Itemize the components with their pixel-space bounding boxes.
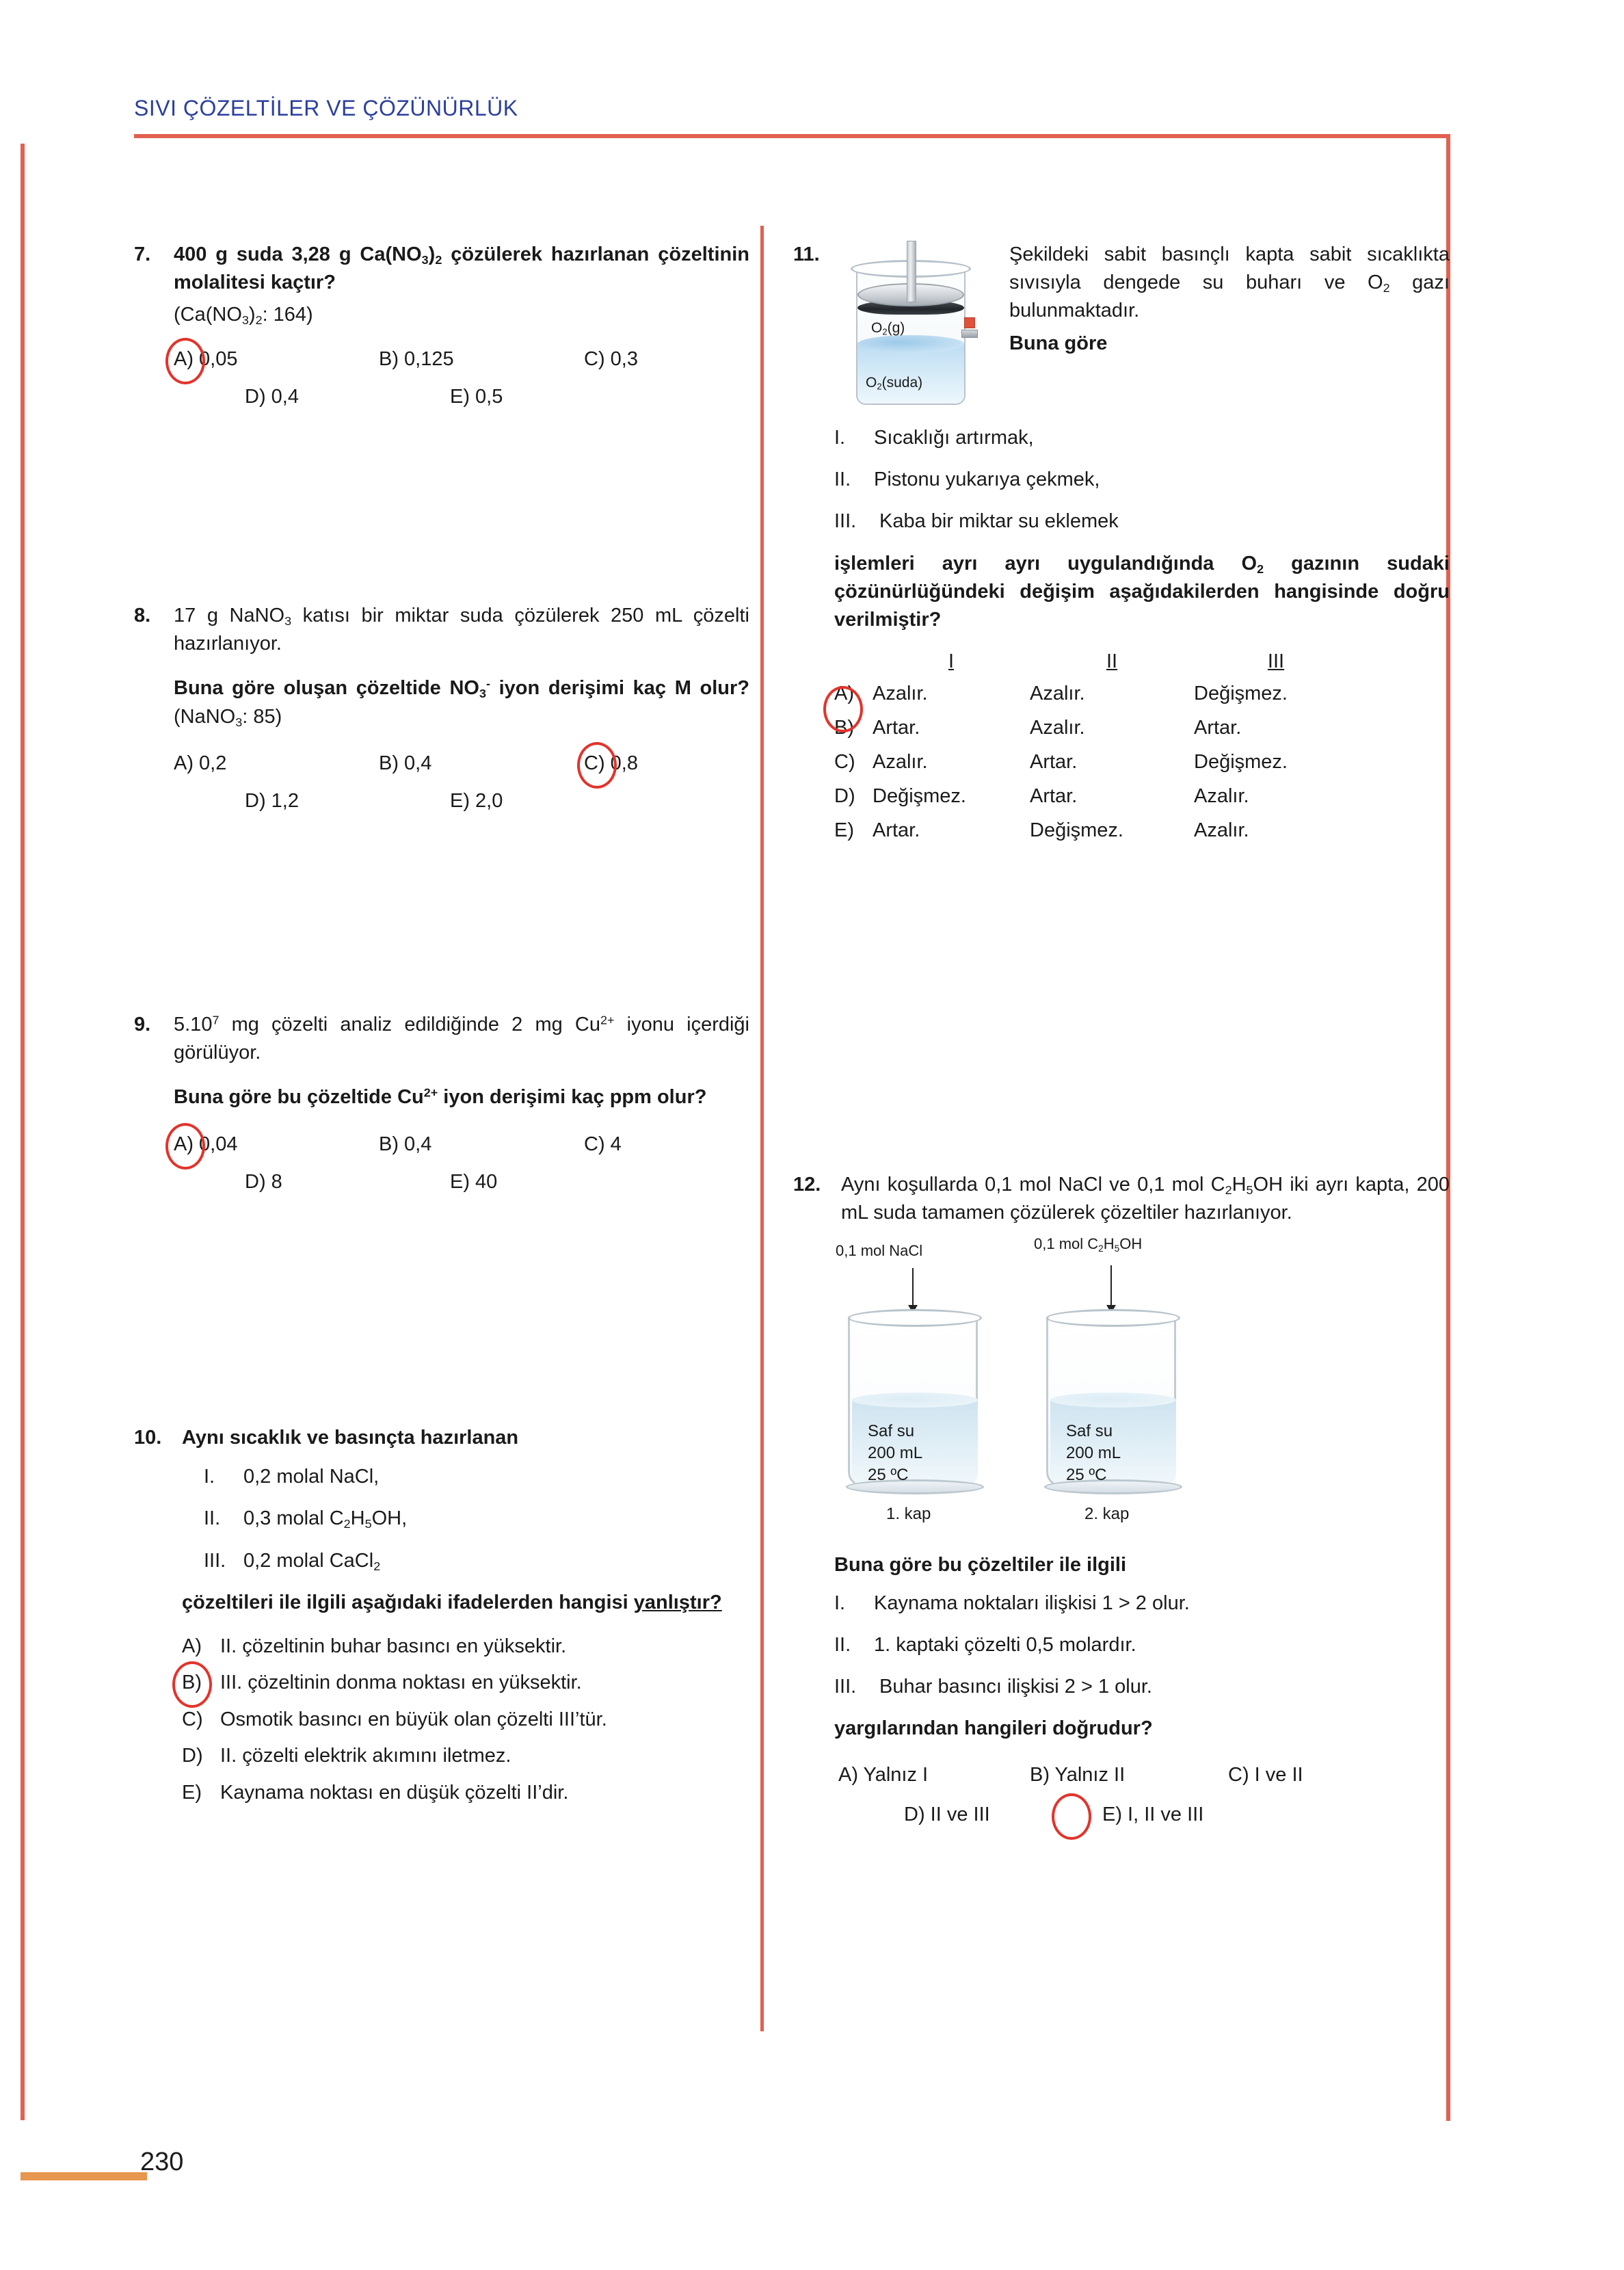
q9-stem-part1: 5.10 [174,1014,213,1035]
question-9-options [174,1130,749,1198]
q9-prompt-part2: iyon derişimi kaç ppm olur? [438,1086,707,1109]
question-9-prompt [174,1083,749,1111]
question-10-prompt [182,1589,749,1617]
q8-prompt-sup: - [485,677,490,691]
beaker-1-line-3: 25 ºC [868,1465,909,1484]
q10-item-2-label: II. [204,1507,221,1530]
q12-option-a[interactable]: A) Yalnız I [838,1764,929,1786]
q11-option-b-col3: Artar. [1194,717,1242,739]
q11-item-1 [834,424,1450,452]
beaker-2-line-1: Saf su [1066,1422,1113,1441]
q11-item-2 [834,466,1450,494]
question-12-options [793,1760,1450,1830]
q10-prompt-underlined: yanlıştır? [633,1591,722,1613]
beaker-2-top-label [1034,1235,1142,1253]
q8-option-b[interactable]: B) 0,4 [379,752,432,774]
q7-option-e[interactable]: E) 0,5 [450,386,503,408]
q9-stem-sup1: 7 [212,1013,219,1027]
q11-table-header-row [834,650,1450,673]
q9-option-d[interactable]: D) 8 [245,1171,282,1193]
q11-option-a-col3: Değişmez. [1194,683,1288,705]
q12-item-3-text: Buhar basıncı ilişkisi 2 > 1 olur. [879,1675,1152,1698]
q11-option-d-col3: Azalır. [1194,785,1249,808]
page-number: 230 [140,2148,184,2176]
beaker-1-inner-text [868,1421,922,1486]
beaker-1-rim [848,1309,982,1327]
q7-option-a[interactable]: A) 0,05 [174,347,238,370]
q8-prompt-tail1: (NaNO [174,705,236,728]
page-frame-left [21,144,25,2120]
question-7-given [174,301,749,329]
question-7-number: 7. [134,243,151,265]
q9-stem-part2: mg çözelti analiz edildiğinde 2 mg Cu [219,1014,600,1035]
q11-option-a[interactable] [834,683,1450,705]
q10-item-2-sub2: 5 [364,1517,372,1531]
beaker-1 [848,1316,978,1487]
q11-item-2-label: II. [834,468,851,491]
beaker-1-arrow-icon [912,1268,914,1306]
q8-option-c[interactable]: C) 0,8 [584,752,638,774]
beaker-2-label-b: OH [1119,1235,1143,1253]
q11-option-d-label: D) [834,785,855,808]
q10-item-3-a: 0,2 molal CaCl [243,1549,374,1572]
q11-item-3-text: Kaba bir miktar su eklemek [879,510,1119,533]
q7-stem-part2: ) [428,243,436,265]
question-11-answer-table [793,650,1450,842]
column-divider [760,226,764,2031]
beaker-2-label-mid: H [1103,1235,1115,1253]
q12-stem-mid: H [1232,1174,1247,1196]
question-10-items [182,1463,749,1575]
q10-option-e-text: Kaynama noktası en düşük çözelti II’dir. [220,1781,569,1804]
beaker-2-label-sub1: 2 [1098,1243,1104,1254]
q11-option-e-col2: Değişmez. [1030,819,1123,842]
q10-option-a[interactable] [182,1632,749,1662]
q10-item-2-sub1: 2 [343,1517,351,1531]
q7-given-sub1: 3 [241,313,249,328]
question-10-number: 10. [134,1427,162,1449]
q10-item-3 [204,1547,749,1575]
q11-intro-a: Şekildeki sabit basınçlı kapta sabit sıcaklıkta sıvısıyla dengede su buharı ve O [1009,243,1450,294]
q10-option-e-label: E) [182,1781,202,1804]
q11-option-e[interactable] [834,819,1450,842]
q11-item-3 [834,507,1450,536]
q8-stem-part2: katısı bir miktar suda çözülerek 250 mL çözelti hazırlanıyor. [174,605,749,655]
question-12 [793,1171,1450,1830]
q10-option-b-label: B) [182,1672,202,1694]
q10-item-2 [204,1505,749,1533]
question-10-options [182,1632,749,1808]
valve-body [961,330,978,338]
aq-label-sub: 2 [877,381,882,392]
gas-label-a: O [871,320,883,336]
q10-option-a-label: A) [182,1635,202,1657]
q9-stem-part3: iyonu içerdiği görülüyor. [174,1014,749,1064]
q11-item-1-label: I. [834,427,846,449]
q10-item-2-mid: H [350,1507,365,1530]
beaker-1-caption: 1. kap [886,1505,931,1524]
footer-bar [21,2172,147,2180]
q12-item-1-text: Kaynama noktaları ilişkisi 1 > 2 olur. [874,1592,1190,1614]
aq-label-a: O [866,375,877,391]
q11-item-2-text: Pistonu yukarıya çekmek, [874,468,1100,491]
beaker-1-top-label: 0,1 mol NaCl [836,1242,923,1260]
q12-option-b[interactable]: B) Yalnız II [1030,1764,1126,1786]
question-12-prompt: yargılarından hangileri doğrudur? [834,1717,1153,1740]
question-7-stem [174,241,749,297]
q11-item-1-text: Sıcaklığı artırmak, [874,427,1034,449]
q12-option-c[interactable]: C) I ve II [1228,1764,1303,1786]
question-7 [134,241,749,412]
q12-stem-b: OH iki ayrı kapta, 200 mL suda tamamen çözülerek çözeltiler hazırlanıyor. [841,1174,1450,1224]
question-11-bold-intro: Buna göre [1009,332,1108,354]
q9-stem-sup2: 2+ [600,1013,615,1027]
q10-item-1 [204,1463,749,1491]
question-12-number: 12. [793,1174,821,1196]
q11-option-d-col2: Artar. [1030,785,1078,808]
question-12-bold-intro: Buna göre bu çözeltiler ile ilgili [834,1554,1127,1576]
q11-option-e-col1: Artar. [873,819,920,842]
q12-stem-a: Aynı koşullarda 0,1 mol NaCl ve 0,1 mol C [841,1174,1225,1196]
q11-option-c-col3: Değişmez. [1194,751,1288,774]
piston-rod [907,241,916,302]
q10-item-2-a: 0,3 molal C [243,1507,344,1530]
q11-option-c-col2: Artar. [1030,751,1078,774]
q9-prompt-part1: Buna göre bu çözeltide Cu [174,1086,424,1109]
question-9-stem [174,1011,749,1067]
q7-given-sub2: 2 [255,313,263,328]
q7-stem-part1: 400 g suda 3,28 g Ca(NO [174,243,422,265]
gas-label-sub: 2 [882,326,888,337]
q8-option-d[interactable]: D) 1,2 [245,790,299,813]
q10-item-1-text: 0,2 molal NaCl, [243,1466,380,1488]
q8-prompt-part1: Buna göre oluşan çözeltide NO [174,677,479,700]
q9-option-e[interactable]: E) 40 [450,1171,498,1193]
q8-option-a[interactable]: A) 0,2 [174,752,227,774]
q10-option-d-text: II. çözelti elektrik akımını iletmez. [220,1745,511,1767]
question-10-stem: Aynı sıcaklık ve basınçta hazırlanan [182,1427,519,1449]
beaker-2-line-3: 25 ºC [1066,1465,1107,1484]
beaker-2-line-2: 200 mL [1066,1444,1121,1463]
aq-label-b: (suda) [881,375,923,391]
q11-option-c-col1: Azalır. [873,751,928,774]
beaker-2-inner-text [1066,1421,1121,1486]
gas-label-b: (g) [887,320,905,336]
beaker-2-label-a: 0,1 mol C [1034,1235,1099,1253]
q11-header-col-3: III [1267,650,1285,673]
beaker-2 [1046,1316,1176,1487]
beaker-2-rim [1046,1309,1180,1327]
q12-stem-sub1: 2 [1225,1183,1232,1198]
q12-item-2-label: II. [834,1633,851,1656]
q10-option-a-text: II. çözeltinin buhar basıncı en yüksektir. [220,1635,567,1657]
q8-stem-part1: 17 g NaNO [174,605,285,626]
q10-item-2-text [243,1505,407,1533]
q11-option-b-col2: Azalır. [1030,717,1085,739]
q9-option-c[interactable]: C) 4 [584,1133,622,1155]
q12-item-1 [834,1589,1450,1618]
q10-item-1-label: I. [204,1466,215,1488]
q11-prompt-a: işlemleri ayrı ayrı uygulandığında O [834,552,1257,575]
q11-option-d[interactable] [834,785,1450,808]
beaker-1-line-1: Saf su [868,1422,915,1441]
page-header-title: SIVI ÇÖZELTİLER VE ÇÖZÜNÜRLÜK [134,96,518,120]
q11-prompt-sub: 2 [1257,562,1264,576]
q12-item-3-label: III. [834,1675,857,1698]
q10-option-d-label: D) [182,1745,203,1767]
beaker-2-arrow-icon [1110,1265,1112,1306]
q10-option-b-text: III. çözeltinin donma noktası en yüksektir. [220,1672,582,1694]
q12-item-2 [834,1631,1450,1659]
q9-option-a[interactable]: A) 0,04 [174,1133,238,1155]
q11-header-col-1: I [948,650,955,673]
q8-prompt-part2: iyon derişimi kaç M olur? [490,677,749,700]
question-7-options [174,345,749,412]
q7-option-b[interactable]: B) 0,125 [379,347,454,370]
q11-option-d-col1: Değişmez. [873,785,966,808]
q10-item-3-sub: 2 [373,1559,381,1573]
q10-option-c-text: Osmotik basıncı en büyük olan çözelti III’tür. [220,1708,607,1730]
beaker-2-caption: 2. kap [1084,1505,1130,1524]
question-9 [134,1011,749,1198]
question-11 [793,241,1450,854]
question-12-figure [834,1235,1313,1536]
q11-option-c-label: C) [834,751,855,774]
q10-item-2-b: OH, [371,1507,408,1530]
question-12-items [793,1589,1450,1702]
q7-stem-part3: çözülerek hazırlanan çözeltinin molalitesi kaçtır? [174,243,749,294]
cylinder-liquid-surface [857,335,964,353]
q10-item-3-text [243,1547,380,1575]
q11-prompt-b: gazının sudaki çözünürlüğündeki değişim aşağıdakilerden hangisinde doğru verilmiştir? [834,552,1450,631]
q11-intro-sub: 2 [1383,281,1390,295]
q7-given-part2: ) [248,304,256,326]
q7-given-part3: : 164) [262,304,313,326]
q11-option-b-label: B) [834,717,854,739]
q8-prompt-tail-sub: 3 [235,715,243,729]
header-rule [134,134,1450,138]
q10-option-c[interactable] [182,1705,749,1735]
q8-stem-sub1: 3 [284,614,292,629]
question-8-prompt [174,674,749,730]
q10-item-3-label: III. [204,1549,226,1572]
question-11-figure [841,241,991,412]
q9-prompt-sup: 2+ [423,1086,438,1100]
question-11-prompt [793,550,1450,635]
question-8-stem [174,602,749,658]
question-10 [134,1424,749,1814]
q11-option-e-col3: Azalır. [1194,819,1249,842]
q8-prompt-tail2: : 85) [242,705,282,728]
q7-option-d[interactable]: D) 0,4 [245,386,299,408]
q7-stem-sub2: 2 [435,253,442,267]
q11-header-spacer [834,650,873,673]
cylinder-aqueous-label [866,375,922,391]
q10-prompt-text: çözeltileri ile ilgili aşağıdaki ifadelerden hangisi [182,1591,634,1613]
q12-option-d[interactable]: D) II ve III [904,1803,990,1825]
question-8 [134,602,749,817]
q7-given-part1: (Ca(NO [174,304,242,326]
q12-item-1-label: I. [834,1592,846,1614]
q11-option-a-col1: Azalır. [873,683,928,705]
q12-stem-sub2: 5 [1246,1183,1253,1198]
q10-option-d[interactable] [182,1741,749,1771]
q10-option-b[interactable] [182,1668,749,1698]
q11-option-c[interactable] [834,751,1450,774]
question-8-number: 8. [134,605,151,626]
question-11-items [793,424,1450,536]
q8-prompt-sub: 3 [479,687,486,701]
q11-option-a-col2: Azalır. [1030,683,1085,705]
q11-option-b[interactable] [834,717,1450,739]
q12-item-2-text: 1. kaptaki çözelti 0,5 molardır. [874,1633,1136,1656]
question-11-intro [1009,241,1450,326]
question-12-stem [841,1171,1450,1227]
q8-option-e[interactable]: E) 2,0 [450,790,503,813]
q7-option-c[interactable]: C) 0,3 [584,347,638,370]
question-8-options [174,749,749,817]
q11-item-3-label: III. [834,510,857,533]
q10-option-e[interactable] [182,1778,749,1808]
q11-option-b-col1: Artar. [873,717,920,739]
q11-option-a-label: A) [834,683,854,705]
q11-intro-b: gazı bulunmaktadır. [1009,272,1450,322]
question-9-number: 9. [134,1014,151,1035]
q12-item-3 [834,1673,1450,1701]
question-11-number: 11. [793,243,820,265]
q7-stem-sub1: 3 [421,253,429,267]
q10-option-c-label: C) [182,1708,203,1730]
q9-option-b[interactable]: B) 0,4 [379,1133,432,1155]
q12-option-e[interactable]: E) I, II ve III [1102,1803,1204,1825]
beaker-2-label-sub2: 5 [1114,1243,1120,1254]
valve-handle-icon [964,317,975,328]
cylinder-gas-label [871,320,905,336]
beaker-1-line-2: 200 mL [868,1444,923,1463]
q11-option-e-label: E) [834,819,854,842]
q11-header-col-2: II [1106,650,1118,673]
